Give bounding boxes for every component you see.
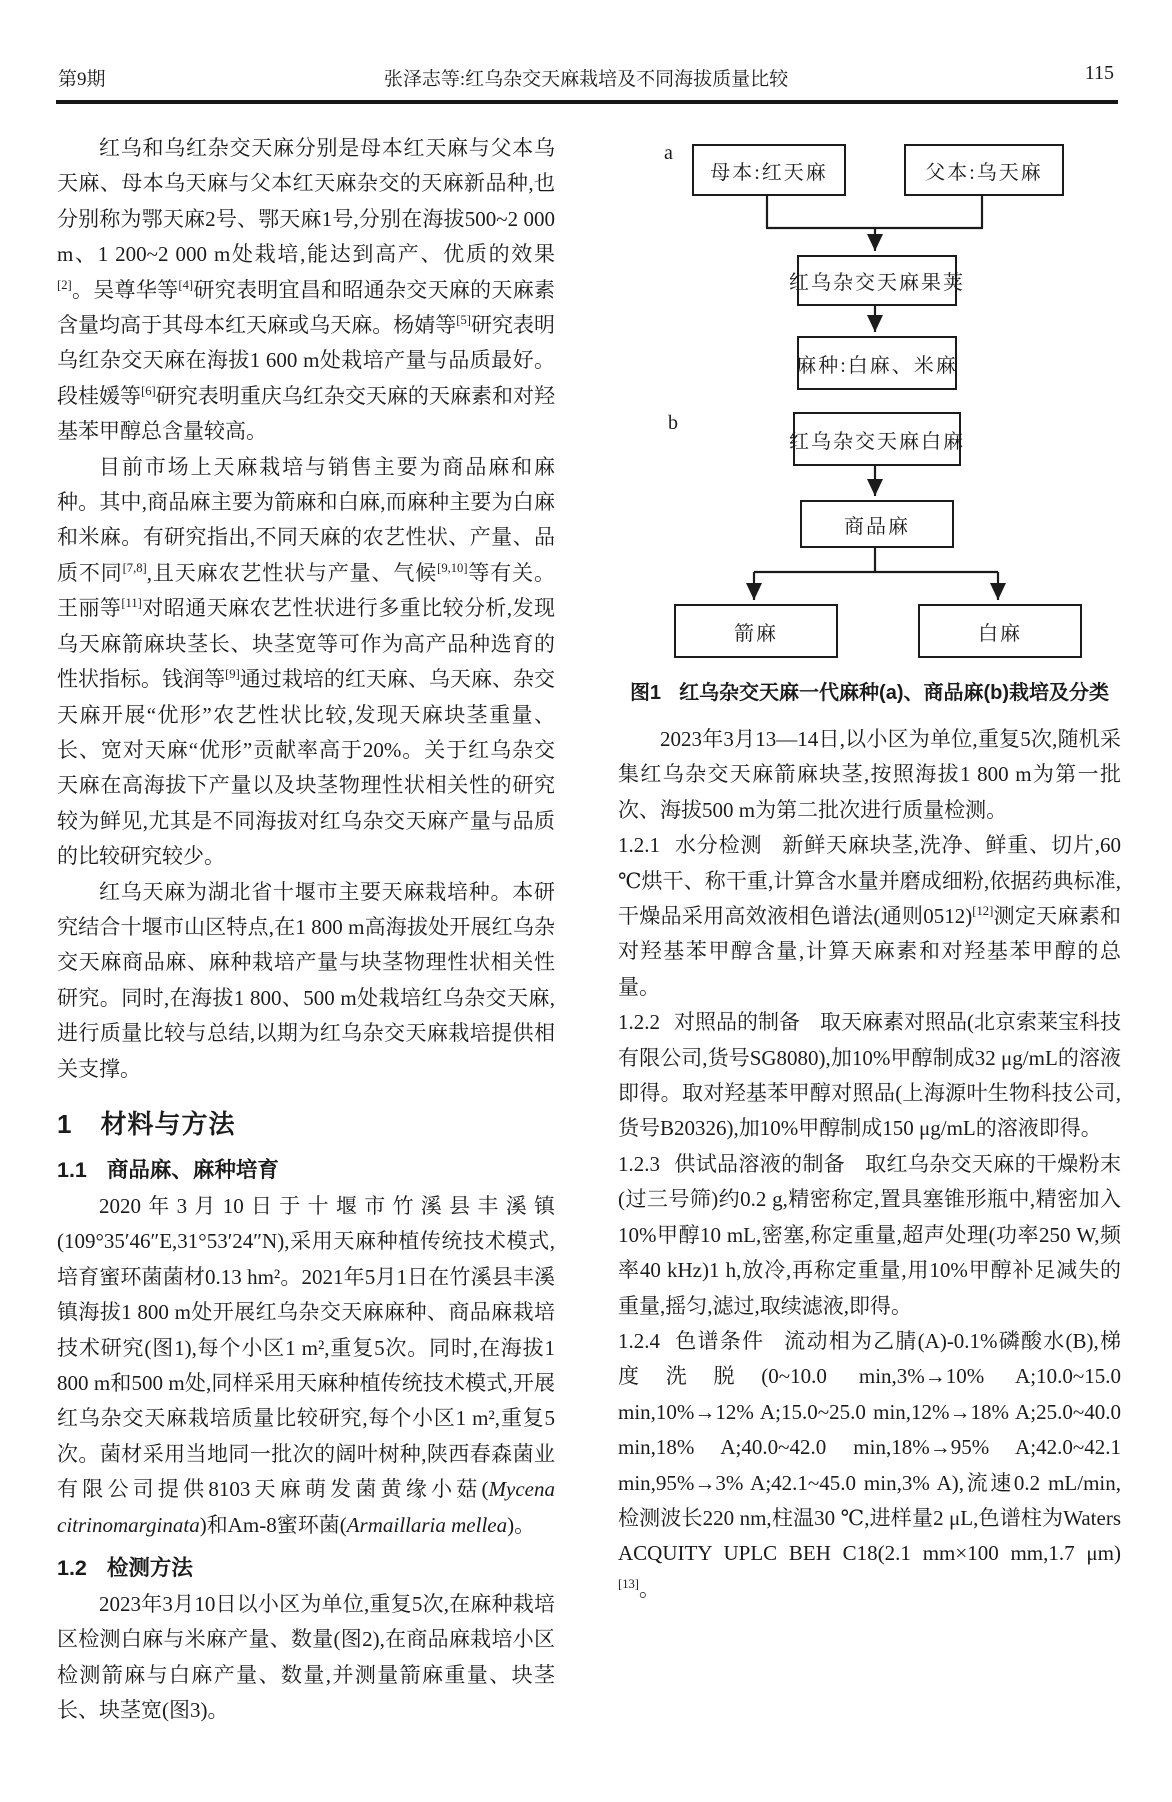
flow-box-seed: 麻种:白麻、米麻 — [797, 336, 957, 390]
paragraph-intro-3: 红乌天麻为湖北省十堰市主要天麻栽培种。本研究结合十堰市山区特点,在1 800 m高海拔处开展红乌杂交天麻商品麻、麻种栽培产量与块茎物理性状相关性研究。同时,在海拔1 800、500 m处栽培红乌杂交天麻,进行质量比较与总结,以期为红乌杂交天麻栽培提供相关支撑。 — [57, 879, 555, 1081]
subsection-heading-1-2 — [57, 1551, 555, 1582]
subsection-heading-1-1 — [57, 1153, 555, 1184]
flowchart-connectors — [618, 120, 1121, 680]
item-text: 取天麻素对照品(北京索莱宝科技有限公司,货号SG8080),加10%甲醇制成32 μg/mL的溶液即得。取对羟基苯甲醇对照品(上海源叶生物科技公司,货号B20326),加10%甲醇制成150 μg/mL的溶液即得。 — [618, 1010, 1121, 1141]
item-title: 色谱条件 — [674, 1329, 765, 1353]
item-title: 对照品的制备 — [674, 1011, 800, 1035]
flow-box-father: 父本:乌天麻 — [904, 144, 1064, 196]
item-title: 水分检测 — [674, 834, 763, 858]
running-title: 张泽志等:红乌杂交天麻栽培及不同海拔质量比较 — [383, 69, 789, 90]
paragraph-1-2-3 — [618, 1147, 1121, 1324]
figure-1-flowchart — [618, 120, 1121, 722]
flow-box-commodity: 商品麻 — [800, 500, 954, 548]
paragraph-1-2-4 — [618, 1324, 1121, 1607]
page-number: 115 — [1084, 62, 1114, 84]
panel-b-label: b — [668, 412, 678, 434]
flow-box-capsule: 红乌杂交天麻果荚 — [797, 255, 957, 306]
paragraph-1-2-1 — [618, 828, 1121, 1005]
flow-box-jianma: 箭麻 — [674, 604, 838, 658]
paragraph-sampling: 2023年3月13—14日,以小区为单位,重复5次,随机采集红乌杂交天麻箭麻块茎,按照海拔1 800 m为第一批次、海拔500 m为第二批次进行质量检测。 — [618, 727, 1121, 822]
paragraph-intro-1: 红乌和乌红杂交天麻分别是母本红天麻与父本乌天麻、母本乌天麻与父本红天麻杂交的天麻新品种,也分别称为鄂天麻2号、鄂天麻1号,分别在海拔500~2 000 m、1 200~2 000 m处栽培,能达到高产、优质的效果[2]。吴尊华等[4]研究表明宜昌和昭通杂交天麻的天麻素含量均高于其母本红天麻或乌天麻。杨婧等[5]研究表明乌红杂交天麻在海拔1 600 m处栽培产量与品质最好。段桂媛等[6]研究表明重庆乌红杂交天麻的天麻素和对羟基苯甲醇总含量较高。 — [57, 136, 556, 444]
flow-box-mother: 母本:红天麻 — [692, 144, 846, 196]
subsection-number: 1.1 — [57, 1157, 87, 1182]
item-text: 取红乌杂交天麻的干燥粉末(过三号筛)约0.2 g,精密称定,置具塞锥形瓶中,精密加入10%甲醇10 mL,密塞,称定重量,超声处理(功率250 W,频率40 kHz)1 h,放冷,再称定重量,用10%甲醇补足减失的重量,摇匀,滤过,取续滤液,即得。 — [618, 1151, 1122, 1318]
header-rule — [56, 100, 1118, 104]
item-number: 1.2.4 — [618, 1328, 660, 1353]
subsection-title: 商品麻、麻种培育 — [106, 1157, 279, 1182]
subsection-number: 1.2 — [57, 1556, 87, 1581]
paragraph-intro-2: 目前市场上天麻栽培与销售主要为商品麻和麻种。其中,商品麻主要为箭麻和白麻,而麻种主要为白麻和米麻。有研究指出,不同天麻的农艺性状、产量、品质不同[7,8],且天麻农艺性状与产量、气候[9,10]等有关。王丽等[11]对昭通天麻农艺性状进行多重比较分析,发现乌天麻箭麻块茎长、块茎宽等可作为高产品种选育的性状指标。钱润等[9]通过栽培的红天麻、乌天麻、杂交天麻开展“优形”农艺性状比较,发现天麻块茎重量、长、宽对天麻“优形”贡献率高于20%。关于红乌杂交天麻在高海拔下产量以及块茎物理性状相关性的研究较为鲜见,尤其是不同海拔对红乌杂交天麻产量与品质的比较研究较少。 — [57, 454, 556, 869]
panel-a-label: a — [664, 142, 673, 164]
item-text: 流动相为乙腈(A)-0.1%磷酸水(B),梯度洗脱(0~10.0 min,3%→10% A;10.0~15.0 min,10%→12% A;15.0~25.0 min,12%→18% A;25.0~40.0 min,18% A;40.0~42.0 min,18%→95% A;42.0~42.1 min,95%→3% A;42.1~45.0 min,3% A),流速0.2 mL/min,检测波长220 nm,柱温30 ℃,进样量2 μL,色谱柱为Waters ACQUITY UPLC BEH C18(2.1 mm×100 mm,1.7 μm)[13]。 — [618, 1328, 1122, 1601]
item-title: 供试品溶液的制备 — [674, 1152, 846, 1176]
item-number: 1.2.2 — [618, 1010, 660, 1035]
section-heading-1 — [57, 1104, 555, 1141]
left-column — [57, 131, 555, 1729]
item-number: 1.2.3 — [618, 1151, 660, 1176]
paragraph-section-1-1: 2020年3月10日于十堰市竹溪县丰溪镇(109°35′46″E,31°53′24″N),采用天麻种植传统技术模式,培育蜜环菌菌材0.13 hm²。2021年5月1日在竹溪县丰溪镇海拔1 800 m处开展红乌杂交天麻麻种、商品麻栽培技术研究(图1),每个小区1 m²,重复5次。同时,在海拔1 800 m和500 m处,同样采用天麻种植传统技术模式,开展红乌杂交天麻栽培质量比较研究,每个小区1 m²,重复5次。菌材采用当地同一批次的阔叶树种,陕西春森菌业有限公司提供8103天麻萌发菌黄缘小菇(Mycena citrinomarginata)和Am-8蜜环菌(Armaillaria mellea)。 — [57, 1193, 555, 1537]
item-text: 新鲜天麻块茎,洗净、鲜重、切片,60 ℃烘干、称干重,计算含水量并磨成细粉,依据药典标准,干燥品采用高效液相色谱法(通则0512)[12]测定天麻素和对羟基苯甲醇含量,计算天麻素和对羟基苯甲醇的总量。 — [618, 833, 1121, 999]
paragraph-section-1-2: 2023年3月10日以小区为单位,重复5次,在麻种栽培区检测白麻与米麻产量、数量(图2),在商品麻栽培小区检测箭麻与白麻产量、数量,并测量箭麻重量、块茎长、块茎宽(图3)。 — [57, 1592, 555, 1723]
figure-caption-text: 红乌杂交天麻一代麻种(a)、商品麻(b)栽培及分类 — [679, 682, 1110, 704]
paragraph-1-2-2 — [618, 1005, 1121, 1147]
figure-1-caption — [618, 676, 1121, 705]
item-number: 1.2.1 — [618, 833, 660, 858]
flow-box-baima: 白麻 — [918, 604, 1082, 658]
flow-box-hybrid-white: 红乌杂交天麻白麻 — [793, 412, 961, 466]
issue-label: 第9期 — [58, 69, 106, 90]
section-number: 1 — [57, 1108, 73, 1139]
right-column — [618, 120, 1121, 1607]
figure-caption-label: 图1 — [629, 682, 662, 704]
section-title: 材料与方法 — [100, 1108, 236, 1139]
subsection-title: 检测方法 — [106, 1556, 193, 1581]
